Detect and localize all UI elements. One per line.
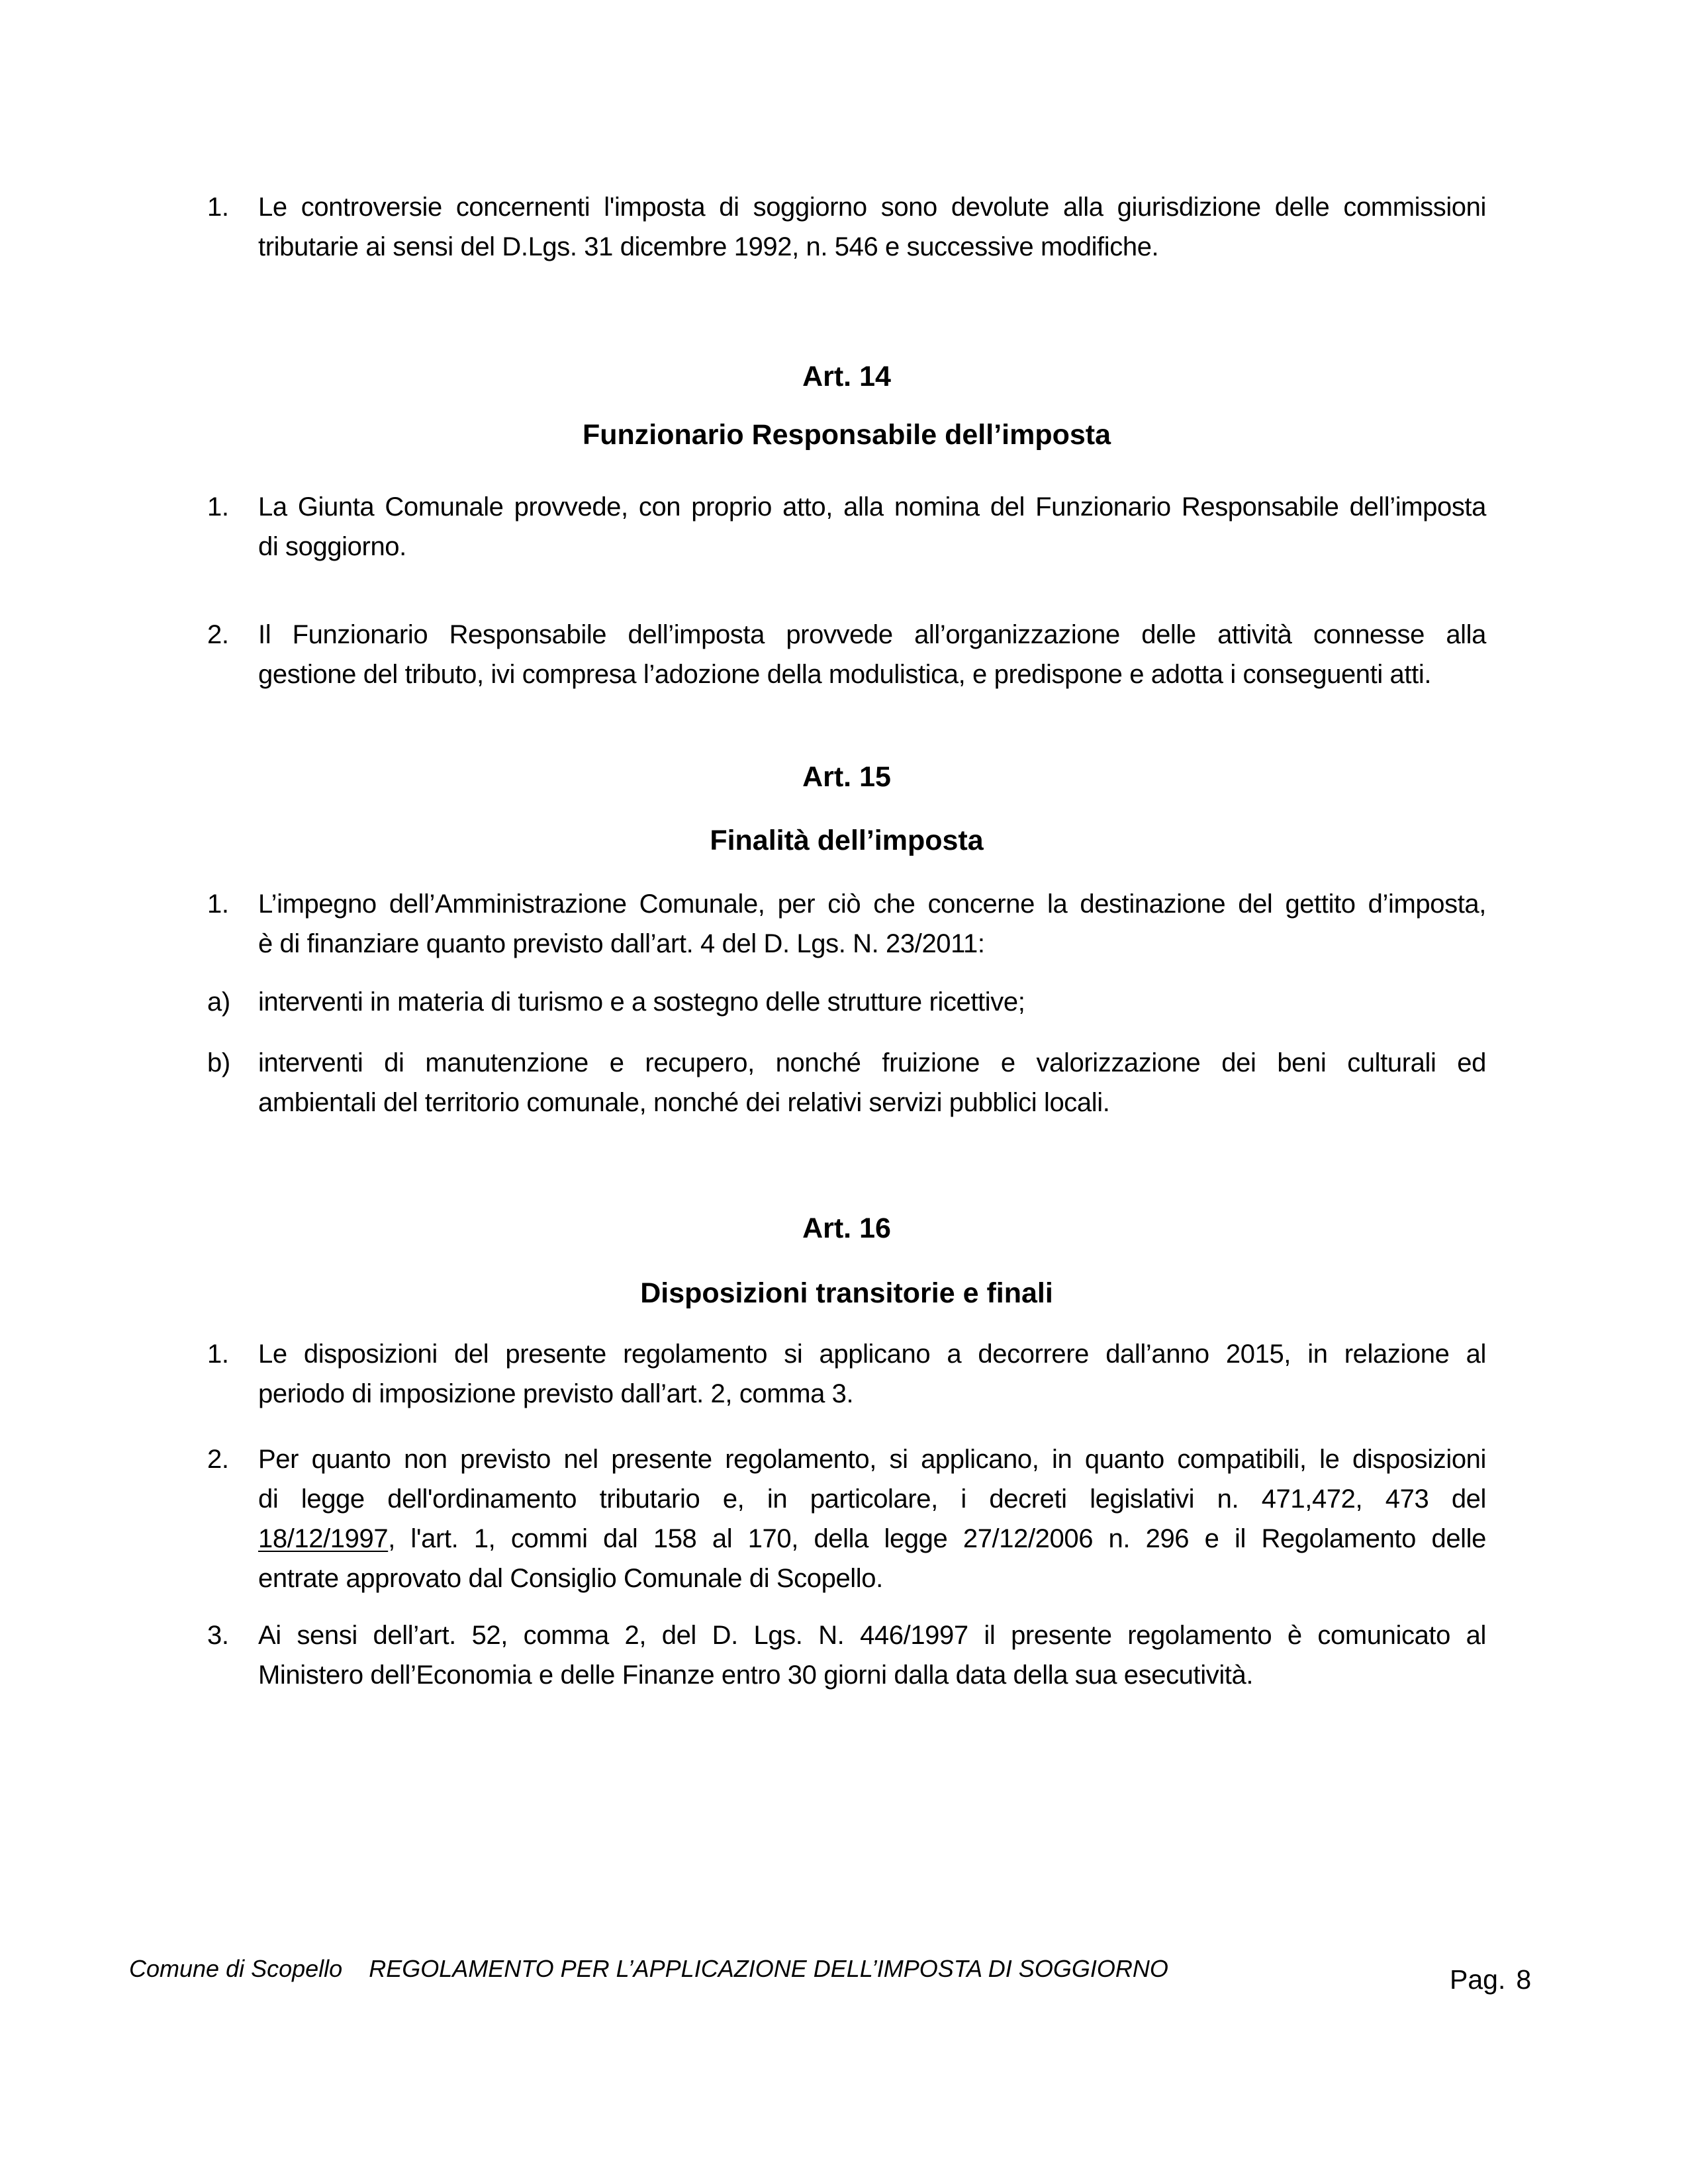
art15-sub-item-b-letter: b): [207, 1048, 230, 1077]
article-15-title: Art. 15: [802, 761, 891, 793]
art14-item-2-number: 2.: [207, 620, 229, 649]
article-16-subtitle: Disposizioni transitorie e finali: [640, 1277, 1053, 1309]
intro-list-item: [207, 187, 1486, 267]
art15-sub-item-a: [207, 982, 1486, 1022]
art16-item-1: [207, 1334, 1486, 1414]
footer-page-number: 8: [1516, 1964, 1532, 1995]
art16-item-2-number: 2.: [207, 1445, 229, 1474]
art15-sub-item-b-text: interventi di manutenzione e recupero, nonché fruizione e valorizzazione dei beni culturali ed ambientali del territorio comunale, nonché dei relativi servizi pubblici locali.: [258, 1048, 1486, 1117]
article-15-subtitle: Finalità dell’imposta: [710, 825, 984, 856]
art16-item-1-text: Le disposizioni del presente regolamento si applicano a decorrere dall’anno 2015, in relazione al periodo di imposizione previsto dall’art. 2, comma 3.: [258, 1340, 1486, 1408]
art14-item-1-number: 1.: [207, 492, 229, 522]
art14-item-1: [207, 487, 1486, 567]
art15-item-1: [207, 884, 1486, 964]
article-14-title: Art. 14: [802, 361, 891, 392]
intro-item-number: 1.: [207, 193, 229, 222]
art15-sub-item-a-letter: a): [207, 987, 230, 1017]
art14-item-2-text: Il Funzionario Responsabile dell’imposta provvede all’organizzazione delle attività connesse alla gestione del tributo, ivi compresa l’adozione della modulistica, e predispone e adotta i conseguenti atti.: [258, 620, 1486, 689]
footer: [129, 1954, 1168, 1984]
document-content: [207, 187, 1486, 1695]
footer-municipality: Comune di Scopello: [129, 1955, 343, 1982]
art14-item-2: [207, 615, 1486, 694]
art16-item-3-text: Ai sensi dell’art. 52, comma 2, del D. Lgs. N. 446/1997 il presente regolamento è comunicato al Ministero dell’Economia e delle Finanze entro 30 giorni dalla data della sua esecutività.: [258, 1621, 1486, 1690]
art15-item-1-text: L’impegno dell’Amministrazione Comunale, per ciò che concerne la destinazione del gettito d’imposta, è di finanziare quanto previsto dall’art. 4 del D. Lgs. N. 23/2011:: [258, 889, 1486, 958]
article-16-title: Art. 16: [802, 1212, 891, 1244]
footer-page-label: Pag.: [1450, 1964, 1506, 1995]
art16-item-1-number: 1.: [207, 1340, 229, 1369]
art16-item-2-text: Per quanto non previsto nel presente regolamento, si applicano, in quanto compatibili, le disposizioni di legge dell'ordinamento tributario e, in particolare, i decreti legislativi n. 471,472, 473 del 18/12/1997, l'art. 1, commi dal 158 al 170, della legge 27/12/2006 n. 296 e il Regolamento delle entrate approvato dal Consiglio Comunale di Scopello.: [258, 1445, 1486, 1593]
art16-item-3: [207, 1615, 1486, 1695]
art16-item-2: [207, 1439, 1486, 1598]
art15-item-1-number: 1.: [207, 889, 229, 919]
intro-item-text: Le controversie concernenti l'imposta di soggiorno sono devolute alla giurisdizione delle commissioni tributarie ai sensi del D.Lgs. 31 dicembre 1992, n. 546 e successive modifiche.: [258, 193, 1486, 261]
footer-document-title: REGOLAMENTO PER L’APPLICAZIONE DELL’IMPOSTA DI SOGGIORNO: [369, 1955, 1168, 1982]
art15-sub-item-b: [207, 1043, 1486, 1122]
art14-item-1-text: La Giunta Comunale provvede, con proprio atto, alla nomina del Funzionario Responsabile dell’imposta di soggiorno.: [258, 492, 1486, 561]
article-14-subtitle: Funzionario Responsabile dell’imposta: [583, 419, 1111, 451]
art16-item-3-number: 3.: [207, 1621, 229, 1650]
footer-page-indicator: [1450, 1963, 1531, 1996]
art15-sub-item-a-text: interventi in materia di turismo e a sostegno delle strutture ricettive;: [258, 987, 1025, 1017]
